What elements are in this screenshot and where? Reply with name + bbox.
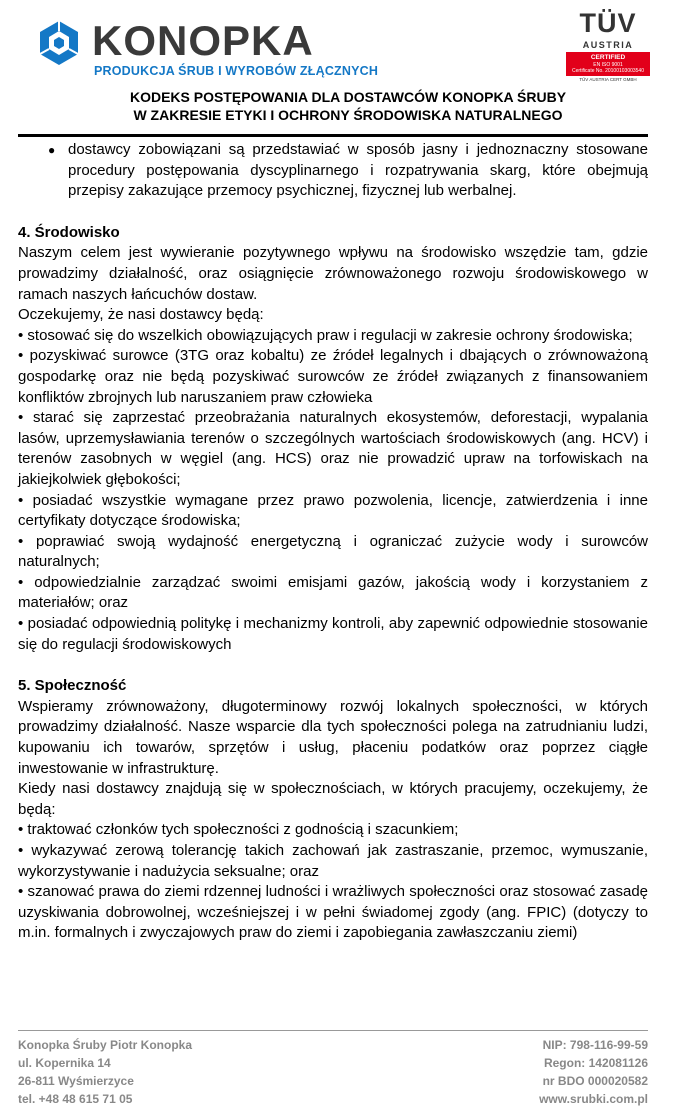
footer-regon: Regon: 142081126 [543, 1056, 648, 1070]
footer-address [18, 1036, 192, 1108]
tuv-mark: TÜV [579, 7, 637, 38]
section-5-item: • traktować członków tych społeczności z godnością i szacunkiem; [18, 821, 459, 839]
section-5-para-2: Kiedy nasi dostawcy znajdują się w społecznościach, w których pracujemy, oczekujemy, że będą: [18, 780, 648, 818]
header-divider [18, 134, 648, 137]
section-5-item: • szanować prawa do ziemi rdzennej ludności i wrażliwych społeczności oraz stosować zasadę uzyskiwania dobrowolnej, wcześniejszej i w pełni świadomej zgody (ang. FPIC) (dotyczy to m.in. formalnych i zwyczajowych praw do ziemi i zapobiegania zawłaszczaniu ziemi) [18, 883, 648, 942]
section-5-item: • wykazywać zerową tolerancję takich zachowań jak zastraszanie, przemoc, wymuszanie, wykorzystywanie i nadużycia seksualne; oraz [18, 842, 648, 880]
intro-bullet-text: dostawcy zobowiązani są przedstawiać w sposób jasny i jednoznaczny stosowane procedury postępowania dyscyplinarnego i rozpatrywania skarg, które obejmują przepisy zakazujące przemocy psychicznej, fizycznej lub werbalnej. [68, 141, 648, 200]
document-body [18, 140, 648, 944]
brand-tagline: PRODUKCJA ŚRUB I WYROBÓW ZŁĄCZNYCH [94, 64, 379, 78]
section-4-item: • starać się zaprzestać przeobrażania naturalnych ekosystemów, deforestacji, wypalania lasów, uprzemysławiania terenów o szczególnych wartościach środowiskowych (ang. HCV) i terenów zasobnych w węgiel (ang. HCS) oraz nie prowadzić upraw na torfowiskach na jakiejkolwiek głębokości; [18, 409, 648, 488]
footer-nip: NIP: 798-116-99-59 [542, 1038, 648, 1052]
document-title [0, 88, 696, 124]
footer-website[interactable]: www.srubki.com.pl [539, 1092, 648, 1106]
section-4-item: • pozyskiwać surowce (3TG oraz kobaltu) ze źródeł legalnych i dbających o zrównoważoną gospodarkę oraz nie będą pozyskiwać surowców ze źródeł związanych z finansowaniem konfliktów zbrojnych lub naruszaniem praw człowieka [18, 347, 648, 406]
section-4-item: • poprawiać swoją wydajność energetyczną i ograniczać zużycie wody i surowców naturalnych; [18, 532, 648, 571]
section-4-item: • posiadać odpowiednią politykę i mechanizmy kontroli, aby zapewnić odpowiednie stosowanie się do regulacji środowiskowych [18, 615, 648, 653]
section-4-para-1: Naszym celem jest wywieranie pozytywnego wpływu na środowisko wszędzie tam, gdzie prowadzimy działalność, oraz osiągnięcie zrównoważonego rozwoju środowiskowego w ramach naszych łańcuchów dostaw. [18, 244, 648, 303]
section-4-para-2: Oczekujemy, że nasi dostawcy będą: [18, 306, 264, 324]
company-logo [36, 17, 379, 80]
tuv-country: AUSTRIA [582, 40, 634, 50]
footer-divider [18, 1030, 648, 1031]
konopka-logo-icon [36, 20, 82, 66]
title-line-2: W ZAKRESIE ETYKI I OCHRONY ŚRODOWISKA NATURALNEGO [133, 107, 563, 123]
footer-city: 26-811 Wyśmierzyce [18, 1074, 134, 1088]
section-5-para-1: Wspieramy zrównoważony, długoterminowy rozwój lokalnych społeczności, w których prowadzimy działalność. Nasze wsparcie dla tych społeczności polega na zatrudnianiu ludzi, kupowaniu ich towarów, sprzętów i usług, płaceniu podatków oraz poprzez ciągłe inwestowanie w infrastrukturę. [18, 697, 648, 777]
tuv-standard: EN ISO 9001 [593, 62, 623, 68]
tuv-cert-number: Certificate No. 20100103003540 [572, 68, 644, 74]
brand-name: KONOPKA [92, 17, 314, 64]
footer-registry [539, 1036, 648, 1108]
section-4-item: • stosować się do wszelkich obowiązujących praw i regulacji w zakresie ochrony środowiska; [18, 326, 633, 344]
tuv-red-box [566, 52, 650, 76]
title-line-1: KODEKS POSTĘPOWANIA DLA DOSTAWCÓW KONOPKA ŚRUBY [129, 89, 567, 105]
section-4-item: • odpowiedzialnie zarządzać swoimi emisjami gazów, jakością wody i korzystaniem z materiałów; oraz [18, 573, 648, 612]
tuv-certificate-badge [566, 6, 650, 84]
intro-bullet [18, 140, 648, 202]
section-4-item: • posiadać wszystkie wymagane przez prawo pozwolenia, licencje, zatwierdzenia i inne certyfikaty dotyczące środowiska; [18, 491, 648, 530]
tuv-certified: CERTIFIED [590, 54, 626, 61]
section-5-heading: 5. Społeczność [18, 677, 127, 695]
bullet-icon: ● [48, 143, 56, 157]
footer-company: Konopka Śruby Piotr Konopka [18, 1038, 193, 1052]
footer-street: ul. Kopernika 14 [18, 1056, 111, 1070]
section-4-heading: 4. Środowisko [18, 223, 120, 241]
footer-phone: tel. +48 48 615 71 05 [18, 1092, 133, 1106]
footer-bdo: nr BDO 000020582 [542, 1074, 648, 1088]
tuv-issuer: TÜV AUSTRIA CERT GMBH [579, 77, 637, 82]
